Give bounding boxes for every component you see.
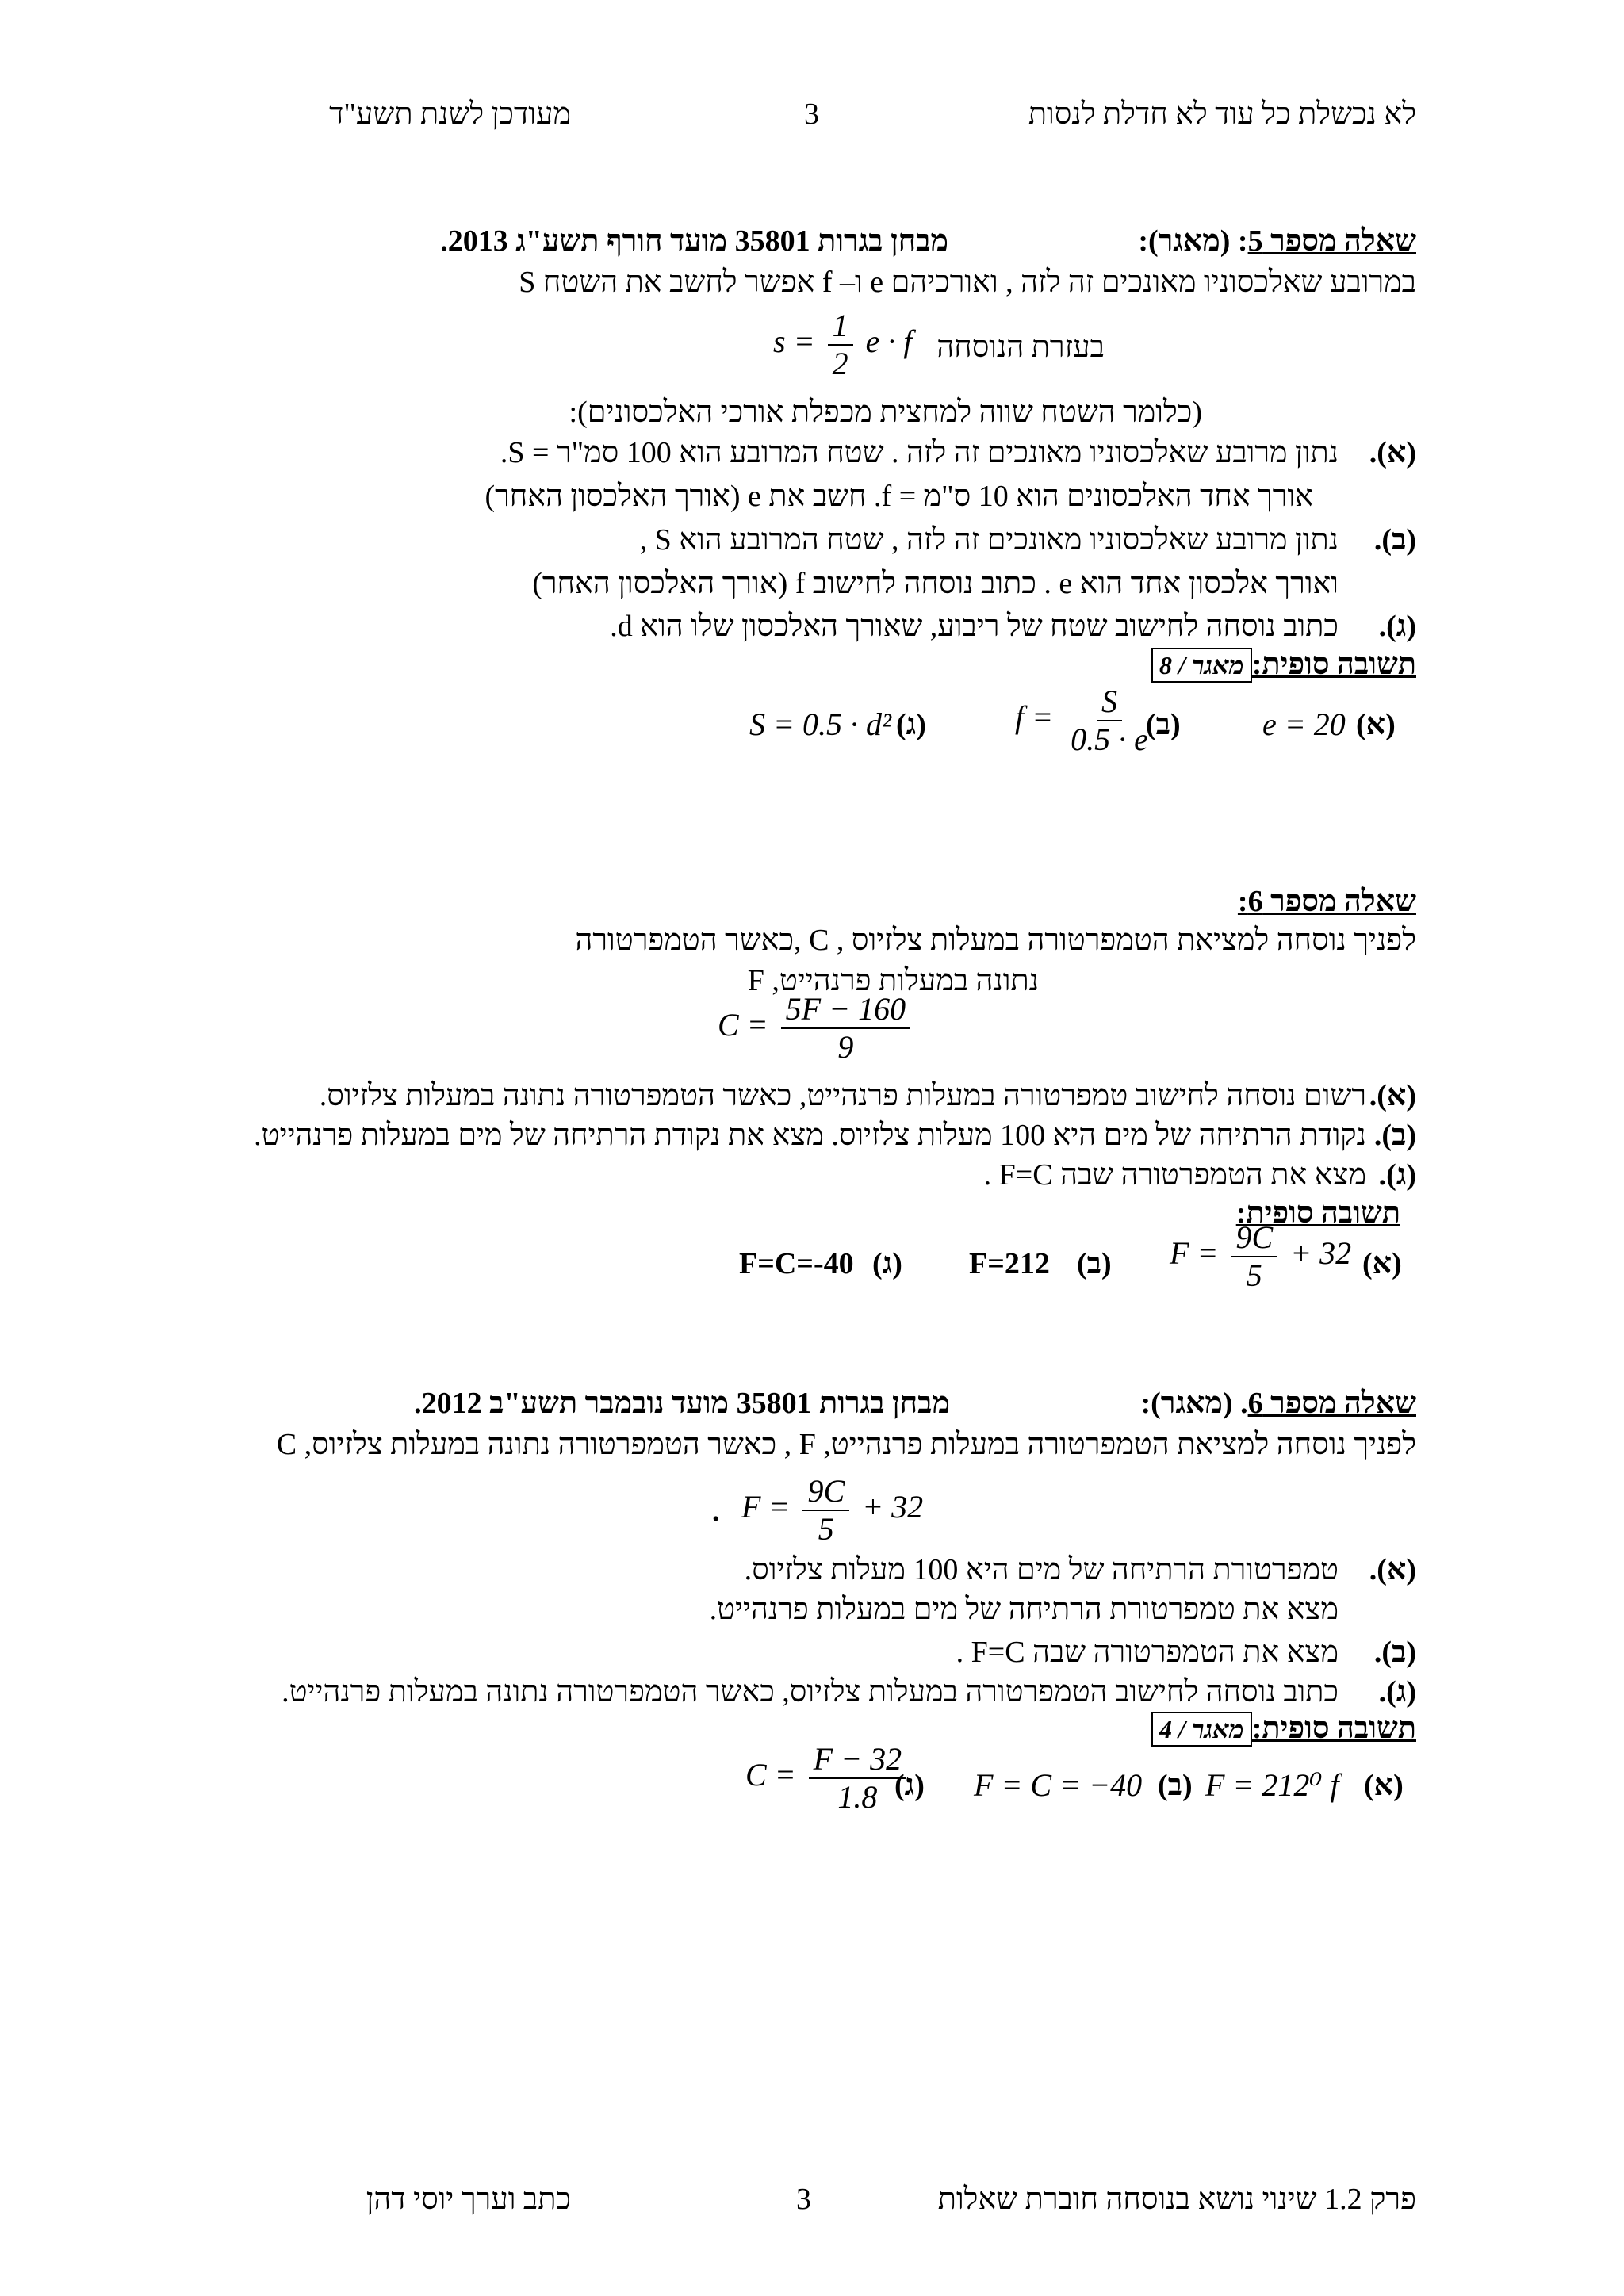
q6-ans-b-label: (ב) [1077, 1247, 1112, 1280]
q6b-source-box: מאגר / 4 [1151, 1712, 1252, 1747]
q6-formula-numerator: 5F − 160 [781, 991, 910, 1029]
q5-ans-b-fraction [1066, 683, 1153, 758]
q5-ans-a-label: (א) [1356, 708, 1396, 741]
q5-formula-label: בעזרת הנוסחה [936, 331, 1105, 364]
q5-ans-b-lhs: f = [1015, 699, 1054, 736]
q5-c-label: (ג). [1378, 610, 1416, 643]
q5-title: שאלה מספר 5 [1247, 224, 1416, 258]
q5-intro: במרובע שאלכסוניו מאונכים זה לזה , ואורכיהם e ו– f אפשר לחשב את השטח S [519, 266, 1416, 299]
q6-c-label: (ג). [1378, 1158, 1416, 1192]
q5-heading [1138, 224, 1416, 258]
q5-final-label: תשובה סופית: [1251, 648, 1416, 681]
q5-ans-b-denominator: 0.5 · e [1071, 721, 1148, 757]
q6-ans-a-denominator: 5 [1246, 1257, 1262, 1293]
header-updated: מעודכן לשנת תשע"ד [329, 98, 571, 131]
q6-formula-denominator: 9 [837, 1029, 854, 1065]
q6-ans-a [1170, 1219, 1351, 1294]
q6-ans-a-lhs: F = [1170, 1235, 1219, 1272]
q5-formula [773, 308, 912, 382]
q5-note: (כלומר השטח שווה למחצית מכפלת אורכי האלכסונים): [569, 396, 1202, 429]
q6-ans-b: F=212 [969, 1247, 1050, 1280]
q6b-c-label: (ג). [1378, 1675, 1416, 1709]
q6-ans-c: F=C=-40 [739, 1247, 854, 1280]
q6-final-label: תשובה סופית: [1235, 1196, 1400, 1230]
q5-formula-lhs: s = [773, 323, 815, 360]
q6b-formula-dot: . [712, 1494, 720, 1528]
q5-ans-c-label: (ג) [896, 708, 926, 741]
q6b-ans-b-label: (ב) [1158, 1769, 1193, 1802]
q6-a-text: רשום נוסחה לחישוב טמפרטורה במעלות פרנהייט, כאשר הטמפרטורה נתונה במעלות צלזיוס. [319, 1079, 1366, 1112]
q5-final-answer [1148, 647, 1416, 683]
q6b-ans-a-label: (א) [1364, 1769, 1404, 1802]
q6b-ans-c-denominator: 1.8 [837, 1779, 878, 1815]
q5-ans-b [1015, 683, 1158, 758]
header-motto: לא נכשלת כל עוד לא חדלת לנסות [1028, 98, 1416, 131]
q6b-ans-b: F = C = −40 [974, 1767, 1143, 1803]
q5-a-line1: נתון מרובע שאלכסוניו מאונכים זה לזה . שטח המרובע הוא 100 סמ"ר = S. [500, 436, 1339, 469]
footer-author: כתב וערך יוסי דהן [366, 2183, 571, 2216]
q5-formula-denominator: 2 [832, 346, 848, 381]
q6-ans-a-label: (א) [1362, 1247, 1402, 1280]
q6-b-text: נקודת הרתיחה של מים היא 100 מעלות צלזיוס. מצא את נקודת הרתיחה של מים במעלות פרנהייט. [254, 1119, 1366, 1152]
q5-source-tag: : (מאגר): [1138, 224, 1248, 258]
q5-a-label: (א). [1369, 436, 1416, 469]
q6b-ans-c-numerator: F − 32 [809, 1741, 906, 1779]
q6b-ans-c-label: (ג) [894, 1769, 925, 1802]
q6-ans-a-numerator: 9C [1231, 1219, 1277, 1257]
q6b-source-tag: . (מאגר): [1140, 1387, 1248, 1420]
q5-a-line2: אורך אחד האלכסונים הוא 10 ס"מ = f. חשב את e (אורך האלכסון האחר) [485, 480, 1313, 513]
q6-formula-lhs: C = [718, 1007, 768, 1043]
q6b-intro: לפניך נוסחה למציאת הטמפרטורה במעלות פרנהייט, F , כאשר הטמפרטורה נתונה במעלות צלזיוס, C [276, 1428, 1416, 1461]
q6-ans-a-fraction [1231, 1219, 1277, 1294]
q6b-formula-fraction [802, 1473, 849, 1548]
q6b-final-label: תשובה סופית: [1251, 1712, 1416, 1745]
q6b-c-text: כתוב נוסחה לחישוב הטמפרטורה במעלות צלזיוס, כאשר הטמפרטורה נתונה במעלות פרנהייט. [282, 1675, 1339, 1709]
q5-formula-rest: e · f [865, 323, 913, 360]
footer-chapter: פרק 1.2 שינוי נושא בנוסחה חוברת שאלות [937, 2183, 1416, 2216]
q6-formula-fraction [781, 991, 910, 1066]
q6b-exam-info: מבחן בגרות 35801 מועד נובמבר תשע"ב 2012. [414, 1387, 950, 1420]
q6b-ans-c [745, 1741, 911, 1816]
q6b-formula-denominator: 5 [818, 1511, 834, 1547]
q6b-formula [741, 1473, 923, 1548]
q5-ans-a: e = 20 [1262, 706, 1346, 742]
q6b-formula-rest: + 32 [862, 1489, 924, 1525]
footer-page-number: 3 [796, 2183, 811, 2216]
q5-ans-b-label: (ב) [1146, 708, 1181, 741]
q6-intro1: לפניך נוסחה למציאת הטמפרטורה במעלות צלזיוס , C ,כאשר הטמפרטורה [575, 924, 1416, 957]
q6-ans-c-label: (ג) [872, 1247, 902, 1280]
q6b-final-answer [1148, 1711, 1416, 1747]
q5-b-line2: ואורך אלכסון אחד הוא e . כתוב נוסחה לחישוב f (אורך האלכסון האחר) [532, 567, 1339, 600]
q6-title: שאלה מספר 6: [1237, 885, 1416, 918]
q6b-formula-lhs: F = [741, 1489, 791, 1525]
q6-ans-a-rest: + 32 [1290, 1235, 1352, 1272]
q6-c-text: מצא את הטמפרטורה שבה F=C . [983, 1158, 1366, 1192]
q6b-title: שאלה מספר 6 [1247, 1387, 1416, 1420]
q6-formula [718, 991, 915, 1066]
q5-ans-b-numerator: S [1097, 683, 1122, 721]
q5-b-line1: נתון מרובע שאלכסוניו מאונכים זה לזה , שטח המרובע הוא S , [639, 523, 1339, 557]
q5-source-box: מאגר / 8 [1151, 648, 1252, 683]
q5-b-label: (ב). [1373, 523, 1416, 557]
q6b-heading [1140, 1386, 1416, 1421]
q6b-b-label: (ב). [1373, 1636, 1416, 1669]
q6-b-label: (ב). [1373, 1119, 1416, 1152]
q6b-ans-c-lhs: C = [745, 1757, 796, 1793]
q6b-a-line2: מצא את טמפרטורת הרתיחה של מים במעלות פרנהייט. [709, 1593, 1339, 1626]
q6-intro2: נתונה במעלות פרנהייט, F [747, 964, 1039, 997]
header-page-number: 3 [804, 98, 819, 131]
q6b-formula-numerator: 9C [802, 1473, 849, 1511]
q6b-ans-c-fraction [809, 1741, 906, 1816]
q5-c-line1: כתוב נוסחה לחישוב שטח של ריבוע, שאורך האלכסון שלו הוא d. [610, 610, 1339, 643]
q5-ans-c: S = 0.5 · d² [749, 706, 891, 742]
q5-formula-numerator: 1 [828, 308, 853, 346]
q5-formula-fraction [828, 308, 853, 382]
q6b-ans-a: F = 212⁰ f [1205, 1767, 1339, 1803]
q6b-b-text: מצא את הטמפרטורה שבה F=C . [956, 1636, 1339, 1669]
q5-exam-info: מבחן בגרות 35801 מועד חורף תשע"ג 2013. [440, 224, 948, 258]
q6b-a-label: (א). [1369, 1553, 1416, 1586]
q6b-a-line1: טמפרטורת הרתיחה של מים היא 100 מעלות צלזיוס. [744, 1553, 1339, 1586]
q6-a-label: (א). [1369, 1079, 1416, 1112]
